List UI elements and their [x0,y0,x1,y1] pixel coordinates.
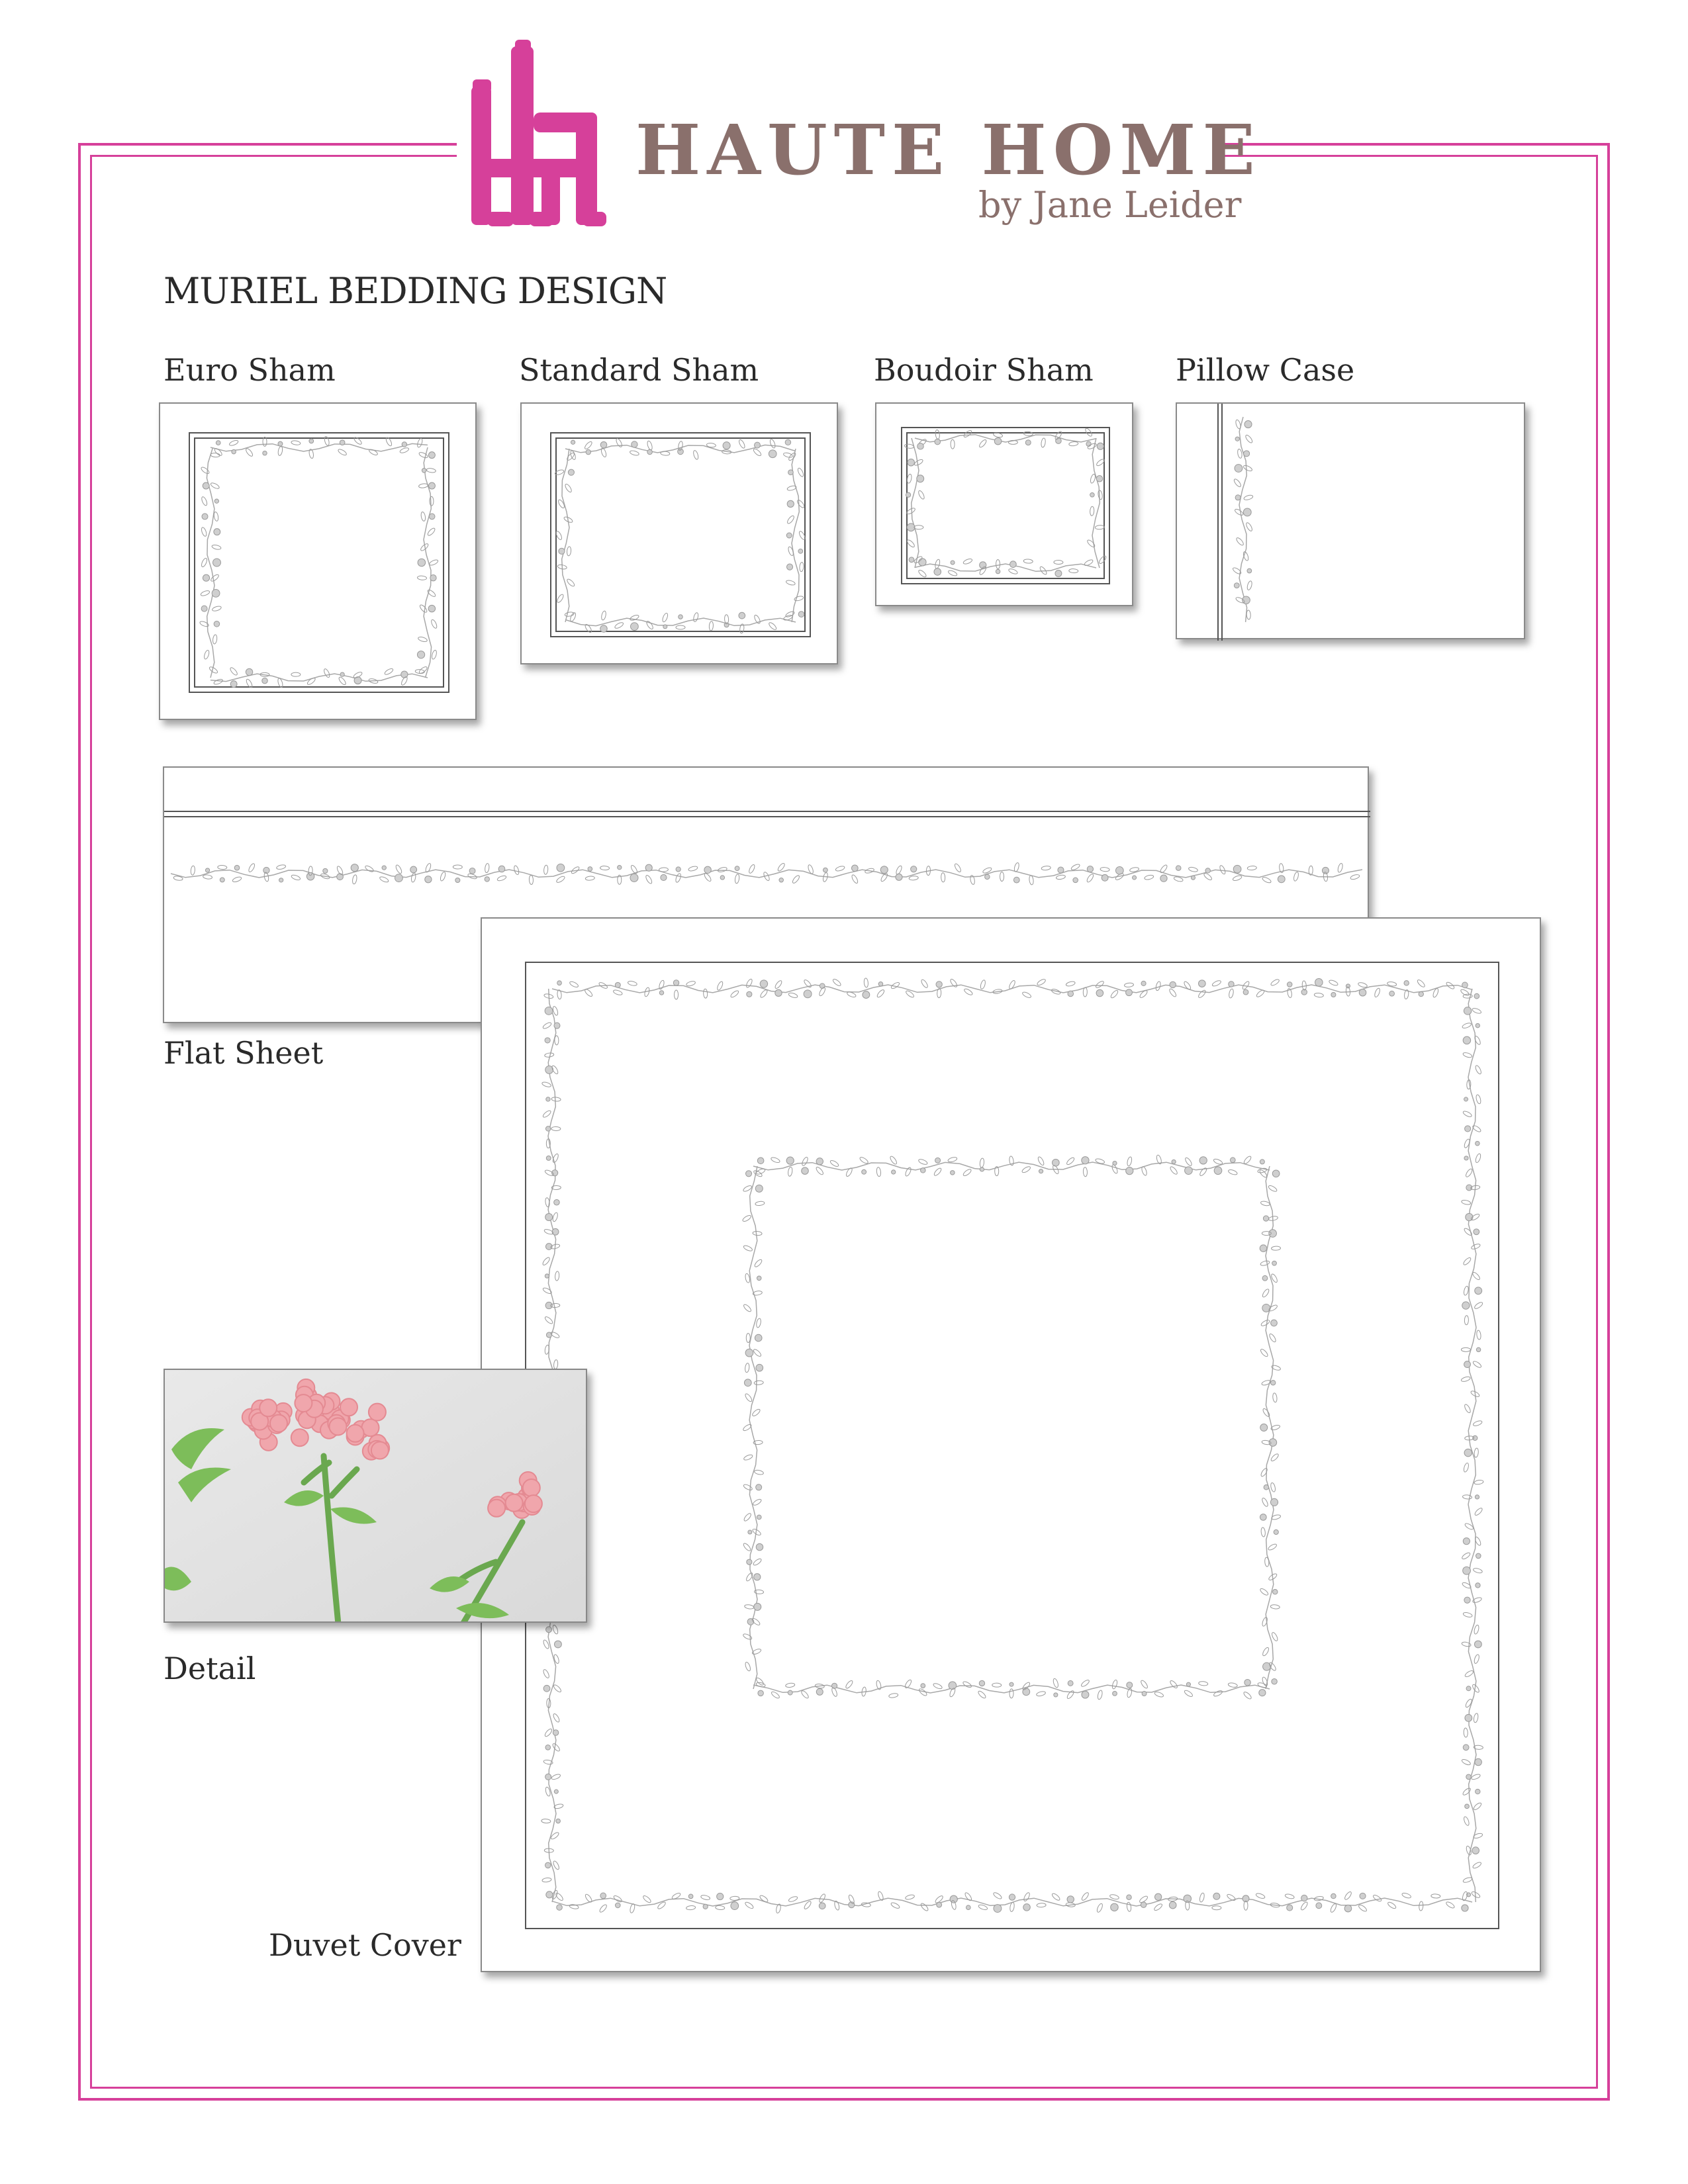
brand-name: HAUTE HOME [635,109,1262,191]
duvet-cover-illustration [481,917,1541,1972]
euro-sham-label: Euro Sham [164,352,336,388]
boudoir-sham-illustration [875,402,1133,606]
brand-byline: by Jane Leider [978,184,1242,226]
pillow-case-illustration [1176,402,1525,639]
flat-sheet-label: Flat Sheet [164,1035,324,1071]
chair-logo-icon [463,40,609,238]
embroidery-detail-photo [164,1369,587,1623]
standard-sham-illustration [520,402,838,664]
duvet-cover-label: Duvet Cover [269,1927,461,1963]
page-title: MURIEL BEDDING DESIGN [164,270,667,312]
detail-label: Detail [164,1651,256,1686]
pillow-case-label: Pillow Case [1176,352,1355,388]
boudoir-sham-label: Boudoir Sham [874,352,1094,388]
euro-sham-illustration [159,402,477,720]
standard-sham-label: Standard Sham [519,352,759,388]
